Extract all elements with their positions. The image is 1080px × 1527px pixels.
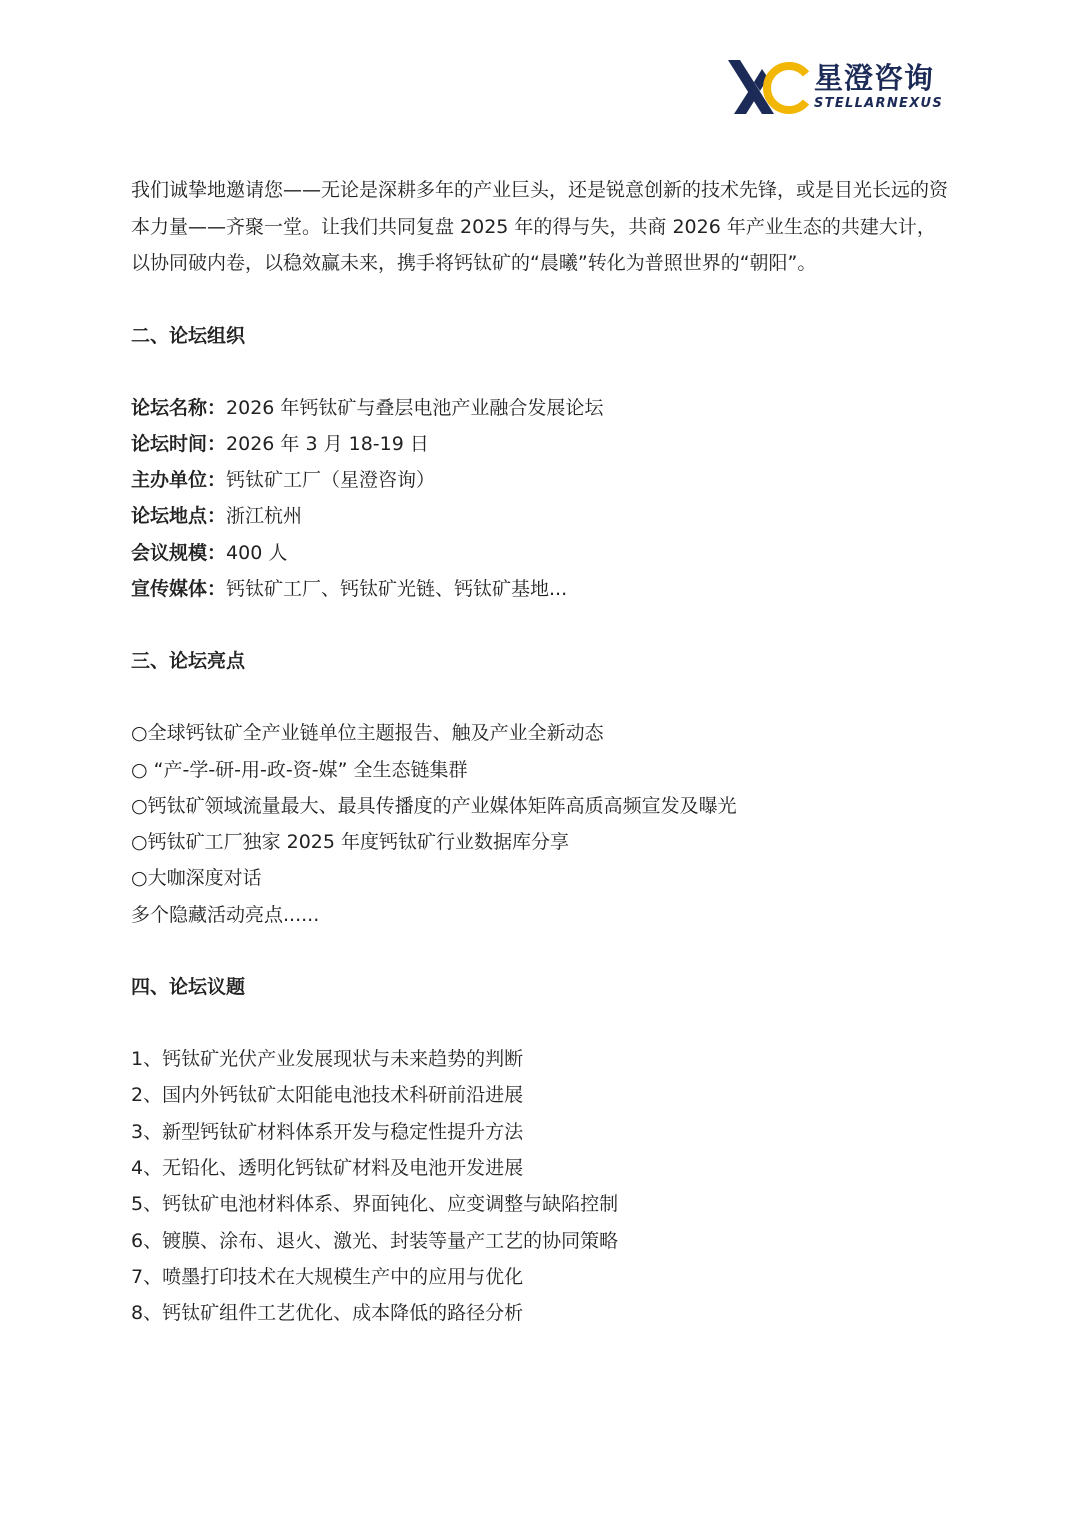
organization-item <box>131 462 951 498</box>
highlight-item: ○全球钙钛矿全产业链单位主题报告、触及产业全新动态 <box>131 722 604 745</box>
topic-item: 2、国内外钙钛矿太阳能电池技术科研前沿进展 <box>131 1084 524 1107</box>
item-label: 论坛名称： <box>131 396 227 419</box>
item-value: 钙钛矿工厂（星澄咨询） <box>226 469 436 492</box>
organization-list <box>131 390 951 608</box>
organization-item <box>131 571 951 607</box>
organization-item <box>131 535 951 571</box>
highlights-list <box>131 715 951 933</box>
highlight-item: 多个隐藏活动亮点...... <box>131 903 320 926</box>
item-label: 宣传媒体： <box>131 577 227 600</box>
organization-item <box>131 390 951 426</box>
highlight-item: ○钙钛矿工厂独家 2025 年度钙钛矿行业数据库分享 <box>131 831 570 854</box>
topics-list <box>131 1041 951 1331</box>
topic-item: 5、钙钛矿电池材料体系、界面钝化、应变调整与缺陷控制 <box>131 1193 619 1216</box>
topic-item: 8、钙钛矿组件工艺优化、成本降低的路径分析 <box>131 1302 524 1325</box>
topic-item: 6、镀膜、涂布、退火、激光、封装等量产工艺的协同策略 <box>131 1229 619 1252</box>
item-label: 会议规模： <box>131 541 227 564</box>
topic-item: 1、钙钛矿光伏产业发展现状与未来趋势的判断 <box>131 1048 524 1071</box>
item-value: 钙钛矿工厂、钙钛矿光链、钙钛矿基地... <box>226 577 568 600</box>
organization-item <box>131 426 951 462</box>
item-label: 论坛地点： <box>131 505 227 528</box>
logo-name-en: STELLARNEXUS <box>814 96 944 111</box>
item-value: 2026 年钙钛矿与叠层电池产业融合发展论坛 <box>226 396 604 419</box>
section-title-topics: 四、论坛议题 <box>131 976 246 999</box>
logo-mark-icon <box>726 58 810 116</box>
organization-item <box>131 498 951 534</box>
stellarnexus-logo <box>726 58 946 116</box>
highlight-item: ○ “产-学-研-用-政-资-媒” 全生态链集群 <box>131 758 468 781</box>
item-value: 浙江杭州 <box>226 505 303 528</box>
highlight-item: ○钙钛矿领域流量最大、最具传播度的产业媒体矩阵高质高频宣发及曝光 <box>131 794 737 817</box>
highlight-item: ○大咖深度对话 <box>131 867 262 890</box>
logo-name-cn: 星澄咨询 <box>814 61 935 95</box>
intro-paragraph: 我们诚挚地邀请您——无论是深耕多年的产业巨头，还是锐意创新的技术先锋，或是目光长远的资本力量——齐聚一堂。让我们共同复盘 2025 年的得与失，共商 2026 年产业生态的共建大计，以协同破内卷，以稳效赢未来，携手将钙钛矿的“晨曦”转化为普照世界的“朝阳”。 <box>131 179 949 274</box>
item-value: 2026 年 3 月 18-19 日 <box>226 432 429 455</box>
section-title-highlights: 三、论坛亮点 <box>131 650 246 673</box>
item-value: 400 人 <box>226 541 288 564</box>
topic-item: 3、新型钙钛矿材料体系开发与稳定性提升方法 <box>131 1120 524 1143</box>
section-title-organization: 二、论坛组织 <box>131 324 246 347</box>
topic-item: 4、无铅化、透明化钙钛矿材料及电池开发进展 <box>131 1156 524 1179</box>
document-body <box>131 172 951 1331</box>
item-label: 主办单位： <box>131 469 227 492</box>
item-label: 论坛时间： <box>131 432 227 455</box>
topic-item: 7、喷墨打印技术在大规模生产中的应用与优化 <box>131 1265 524 1288</box>
